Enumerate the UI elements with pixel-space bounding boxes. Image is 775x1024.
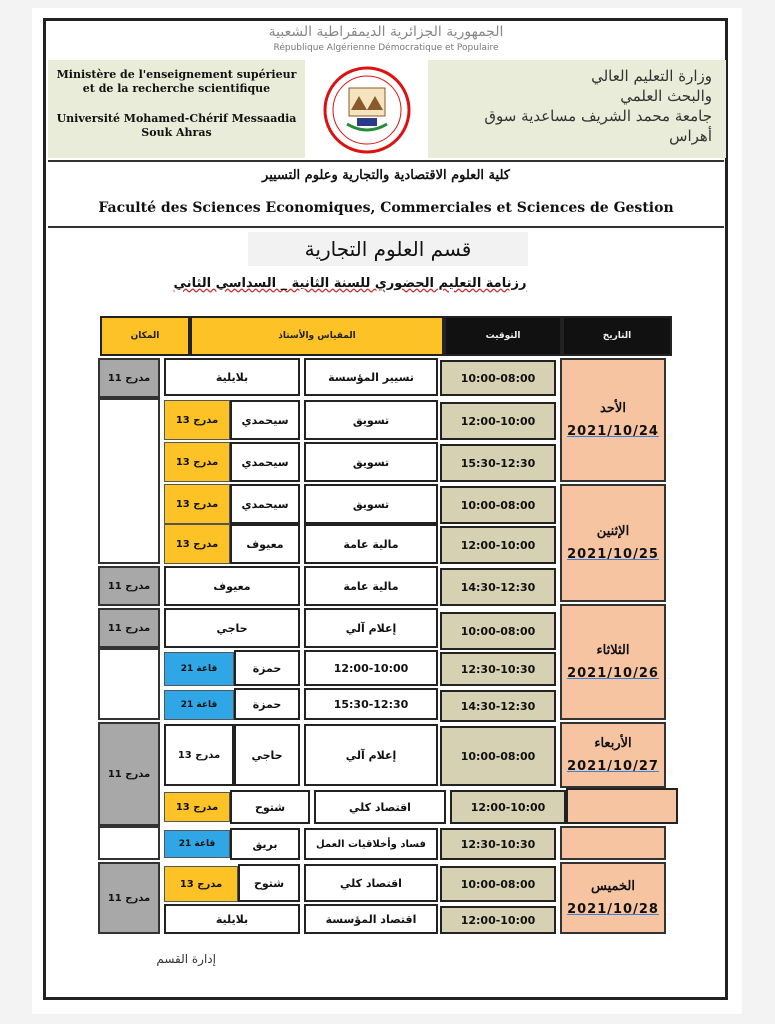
day-cell-wednesday	[560, 722, 666, 788]
ministry-ar-line1: وزارة التعليم العالي	[591, 67, 712, 85]
day-name: الأربعاء	[594, 736, 632, 751]
header-date: التاريخ	[562, 316, 672, 356]
subject-cell: تسويق	[304, 484, 438, 524]
teacher-cell: شتوح	[230, 790, 310, 824]
subject-cell: إعلام آلي	[304, 608, 438, 648]
faculty-divider	[48, 226, 724, 228]
day-name: الإثنين	[596, 524, 630, 539]
department-signature: إدارة القسم	[156, 952, 216, 966]
university-ar-line2: أهراس	[669, 127, 712, 145]
university-fr-line2: Souk Ahras	[141, 126, 212, 139]
subject-cell: مالية عامة	[304, 524, 438, 564]
subject-cell: اقتصاد كلي	[304, 864, 438, 902]
day-date: 2021/10/28	[567, 902, 659, 917]
time-cell: 10:00-08:00	[440, 726, 556, 786]
teacher-cell: حمزة	[234, 650, 300, 686]
time-cell: 14:30-12:30	[440, 568, 556, 606]
place-cell: مدرج 11	[98, 722, 160, 826]
teacher-cell: معيوف	[230, 524, 300, 564]
department-title: قسم العلوم التجارية	[248, 232, 528, 266]
room-badge: مدرج 13	[164, 524, 230, 564]
teacher-cell: بريق	[230, 828, 300, 860]
day-name: الخميس	[591, 879, 635, 894]
day-name: الثلاثاء	[596, 643, 630, 658]
header-divider	[48, 160, 724, 162]
room-badge: مدرج 13	[164, 866, 238, 902]
teacher-cell: سيحمدي	[230, 442, 300, 482]
teacher-cell: معيوف	[164, 566, 300, 606]
room-badge: قاعة 21	[164, 652, 234, 686]
teacher-cell: حمزة	[234, 688, 300, 720]
time-cell: 14:30-12:30	[440, 690, 556, 722]
place-cell: مدرج 11	[98, 608, 160, 648]
time-cell: 10:00-08:00	[440, 486, 556, 524]
subject-cell: فساد وأخلاقيات العمل	[304, 828, 438, 860]
day-cell-sunday	[560, 358, 666, 482]
subject-cell: تسويق	[304, 400, 438, 440]
room-badge: مدرج 13	[164, 792, 230, 822]
day-cell-thursday	[560, 862, 666, 934]
day-cell-wednesday-extra	[566, 788, 678, 824]
time-cell: 12:00-10:00	[450, 790, 566, 824]
teacher-cell: بلايلية	[164, 358, 300, 396]
teacher-cell: سيحمدي	[230, 400, 300, 440]
day-cell-wednesday-tail	[560, 826, 666, 860]
university-ar-line1: جامعة محمد الشريف مساعدية سوق	[484, 107, 712, 125]
place-cell: مدرج 11	[98, 358, 160, 398]
ministry-block-fr	[48, 60, 305, 158]
day-cell-monday	[560, 484, 666, 602]
subject-cell: اقتصاد المؤسسة	[304, 904, 438, 934]
place-cell: مدرج 11	[98, 862, 160, 934]
time-cell: 10:00-08:00	[440, 360, 556, 396]
room-badge: قاعة 21	[164, 830, 230, 858]
room-badge: مدرج 13	[164, 484, 230, 524]
subject-cell: تسويق	[304, 442, 438, 482]
time-cell: 12:00-10:00	[440, 906, 556, 934]
university-seal-icon	[305, 60, 428, 158]
header-place: المكان	[100, 316, 190, 356]
university-fr-line1: Université Mohamed-Chérif Messaadia	[56, 112, 297, 125]
time-cell: 12:00-10:00	[440, 402, 556, 440]
room-badge: مدرج 13	[164, 442, 230, 482]
faculty-title-fr: Faculté des Sciences Economiques, Commerciales et Sciences de Gestion	[98, 200, 674, 216]
place-cell: مدرج 11	[98, 566, 160, 606]
place-cell-empty	[98, 648, 160, 720]
time-cell: 10:00-08:00	[440, 612, 556, 650]
subject-cell: اقتصاد كلي	[314, 790, 446, 824]
republic-title-ar: الجمهورية الجزائرية الديمقراطية الشعبية	[268, 24, 504, 40]
subject-cell: إعلام آلي	[304, 724, 438, 786]
time-cell: 10:00-08:00	[440, 866, 556, 902]
day-date: 2021/10/27	[567, 759, 659, 774]
teacher-cell: بلايلية	[164, 904, 300, 934]
day-date: 2021/10/26	[567, 666, 659, 681]
ministry-fr-line1: Ministère de l'enseignement supérieur	[56, 68, 297, 81]
subject-cell: 12:00-10:00	[304, 650, 438, 686]
ministry-block-ar	[428, 60, 726, 158]
place-cell-empty	[98, 826, 160, 860]
time-cell: 12:30-10:30	[440, 652, 556, 686]
day-date: 2021/10/24	[567, 424, 659, 439]
room-badge: قاعة 21	[164, 690, 234, 720]
header-subject-teacher: المقياس والأستاذ	[190, 316, 444, 356]
place-cell-empty	[98, 398, 160, 564]
subject-cell: 15:30-12:30	[304, 688, 438, 720]
time-cell: 15:30-12:30	[440, 444, 556, 482]
teacher-cell: شتوح	[238, 864, 300, 902]
subject-cell: تسيير المؤسسة	[304, 358, 438, 396]
room-badge: مدرج 13	[164, 724, 234, 786]
teacher-cell: حاجي	[234, 724, 300, 786]
time-cell: 12:30-10:30	[440, 828, 556, 860]
room-badge: مدرج 13	[164, 400, 230, 440]
ministry-fr-line2: et de la recherche scientifique	[82, 82, 271, 95]
time-cell: 12:00-10:00	[440, 526, 556, 564]
ministry-ar-line2: والبحث العلمي	[620, 87, 712, 105]
day-cell-tuesday	[560, 604, 666, 720]
day-date: 2021/10/25	[567, 547, 659, 562]
faculty-title-ar: كلية العلوم الاقتصادية والتجارية وعلوم التسيير	[262, 168, 510, 183]
republic-title-fr: République Algérienne Démocratique et Populaire	[273, 43, 499, 53]
teacher-cell: حاجي	[164, 608, 300, 648]
header-time: التوقيت	[444, 316, 562, 356]
calendar-title: رزنامة التعليم الحضوري للسنة الثانية _ السداسي الثاني	[173, 275, 527, 291]
subject-cell: مالية عامة	[304, 566, 438, 606]
day-name: الأحد	[600, 401, 626, 416]
teacher-cell: سيحمدي	[230, 484, 300, 524]
